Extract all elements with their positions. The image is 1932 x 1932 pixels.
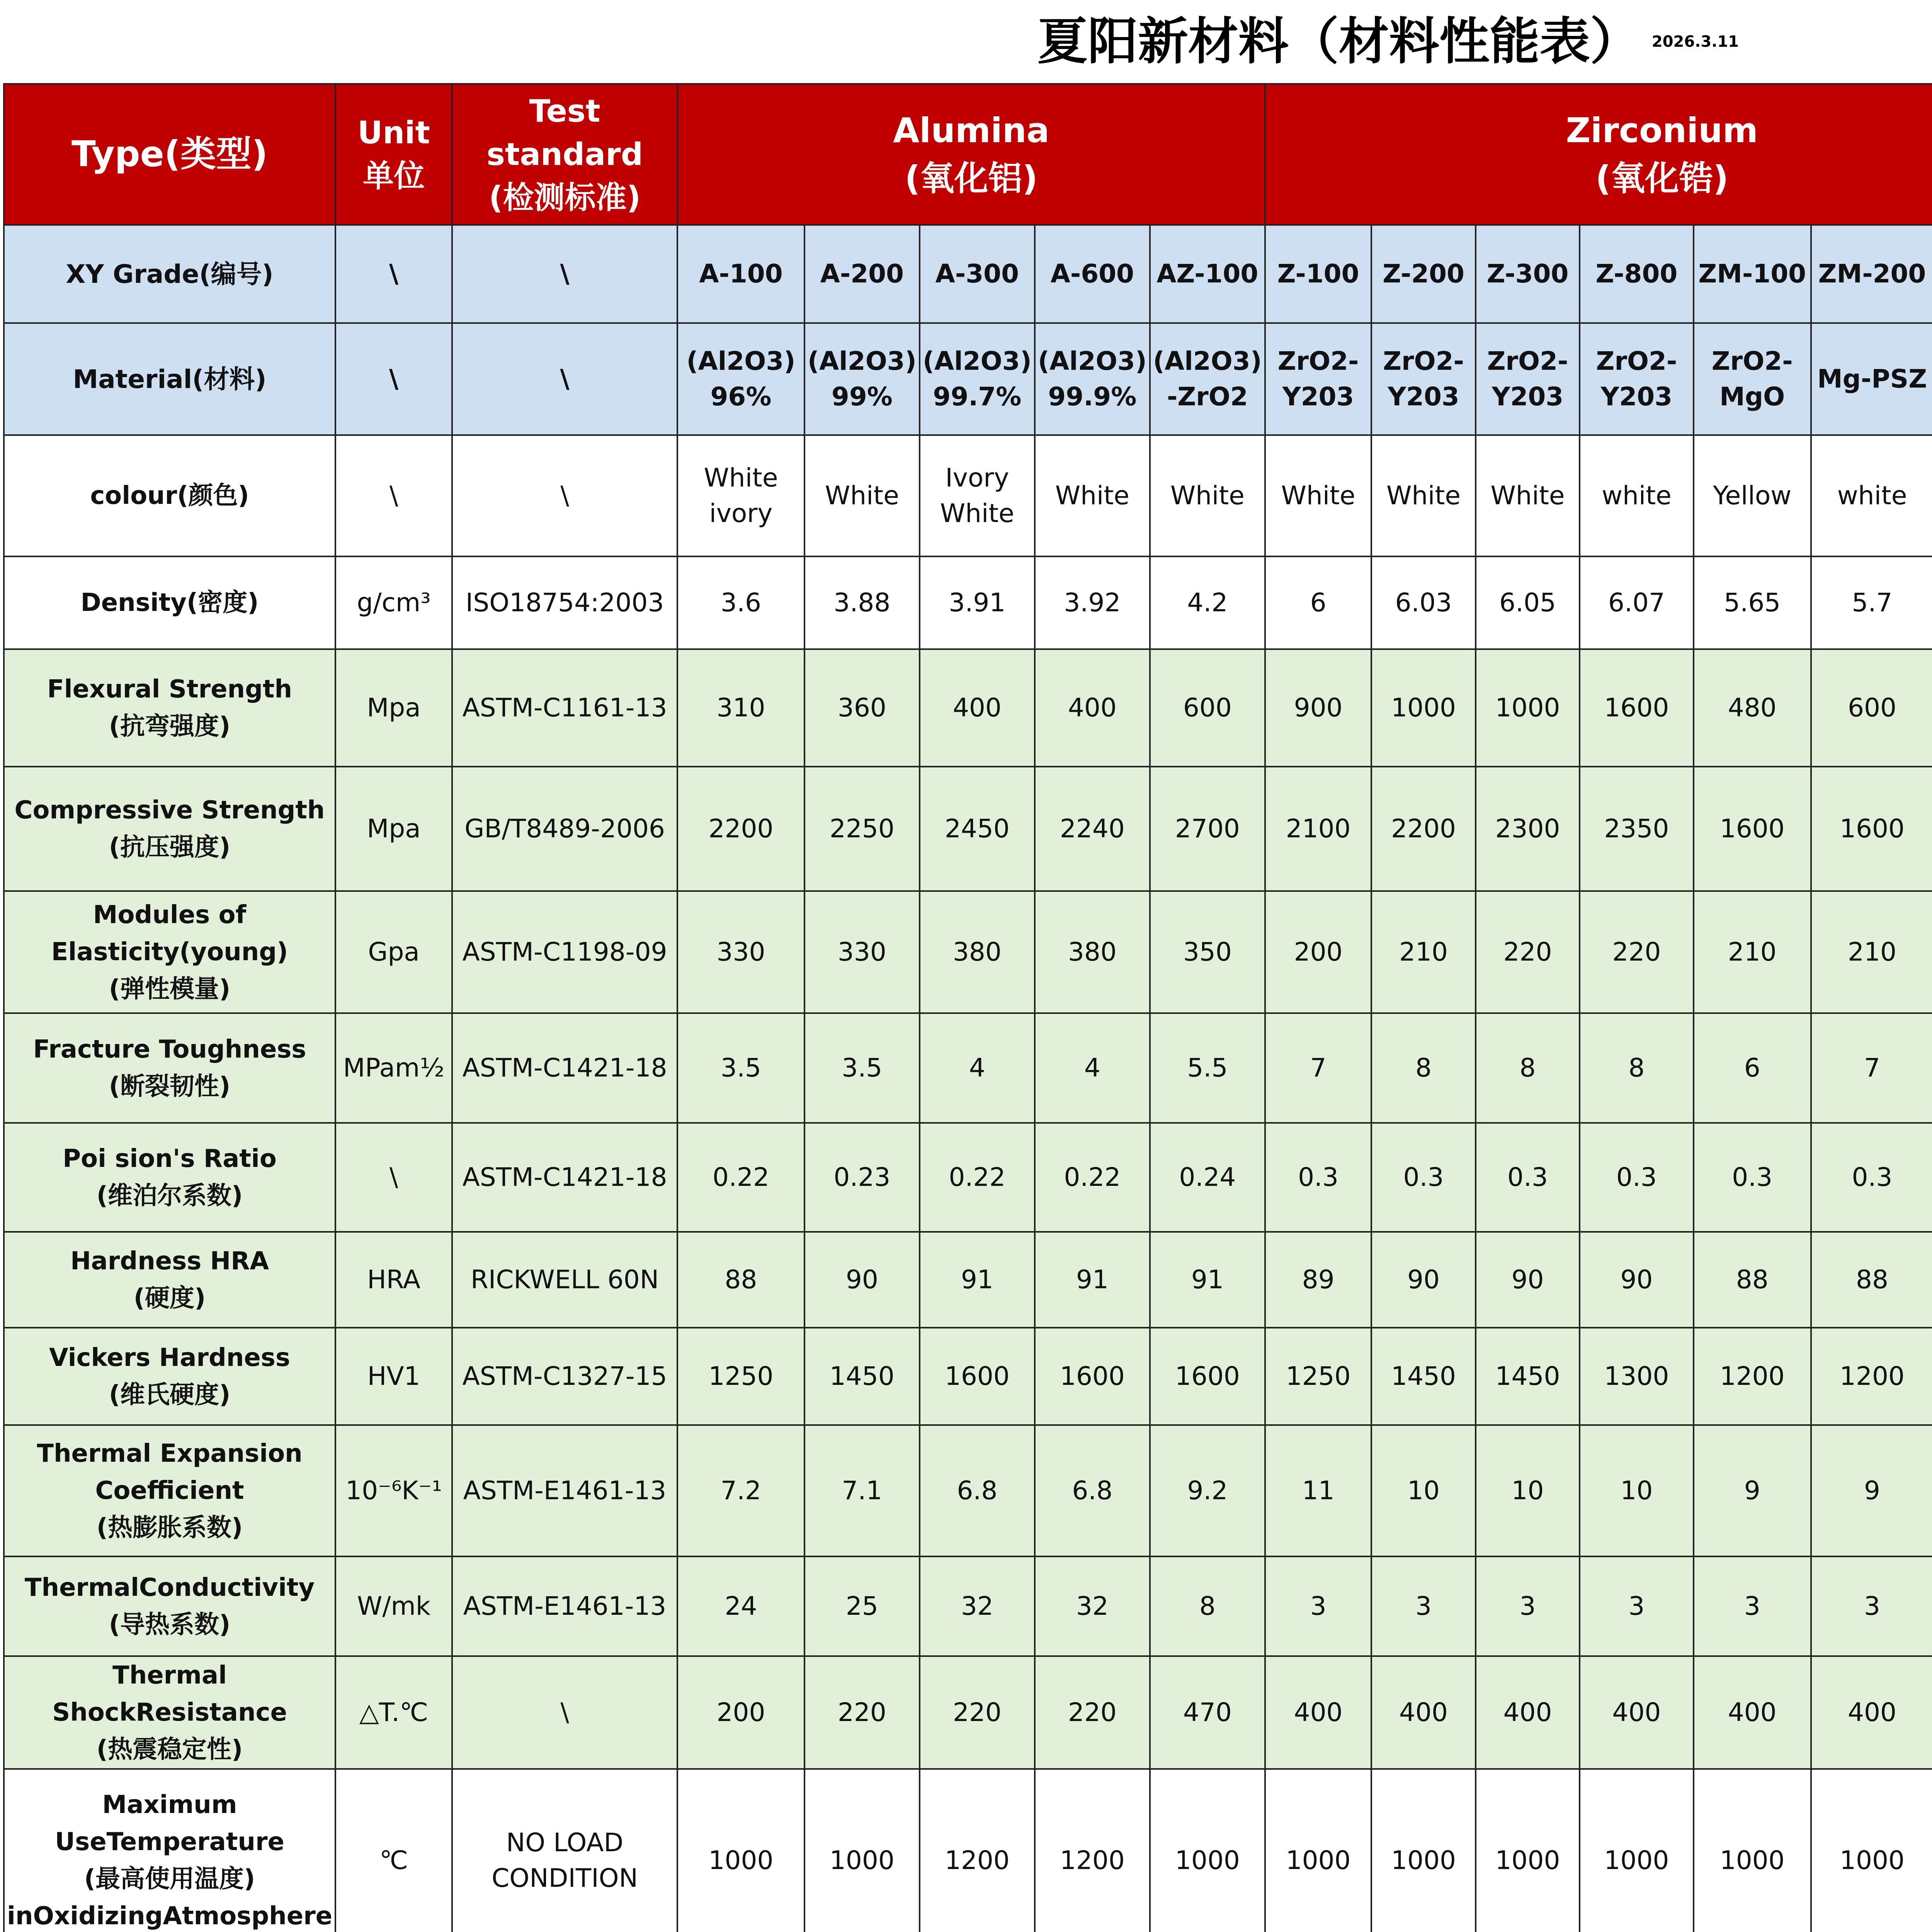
value-cell: 220 [1476, 891, 1580, 1013]
property-name [4, 323, 335, 435]
test-standard-cell: ASTM-C1327-15 [452, 1328, 677, 1425]
unit-cell: Mpa [335, 767, 452, 891]
value-cell: 4 [1035, 1013, 1150, 1123]
value-cell: white [1580, 435, 1693, 556]
value-cell: 200 [677, 1656, 804, 1769]
value-cell: 3.6 [677, 556, 804, 649]
unit-cell: \ [335, 323, 452, 435]
value-cell: 88 [677, 1232, 804, 1328]
value-cell: 2200 [1371, 767, 1475, 891]
table-row [4, 767, 1932, 891]
unit-cell: \ [335, 1123, 452, 1232]
property-name-line: (抗弯强度) [109, 712, 231, 741]
test-standard-cell: \ [452, 225, 677, 323]
property-name-line: Material(材料) [73, 364, 267, 394]
table-row [4, 1769, 1932, 1932]
title-date: 2026.3.11 [1651, 32, 1739, 51]
value-cell: (Al2O3) -ZrO2 [1150, 323, 1265, 435]
property-name-line: (导热系数) [109, 1611, 231, 1639]
value-cell: 0.3 [1694, 1123, 1811, 1232]
page-title: 夏阳新材料（材料性能表） [1037, 12, 1640, 71]
value-cell: 0.3 [1476, 1123, 1580, 1232]
value-cell: 380 [920, 891, 1035, 1013]
header-unit [335, 84, 452, 225]
value-cell: Yellow [1694, 435, 1811, 556]
test-standard-cell: \ [452, 1656, 677, 1769]
value-cell: 9.2 [1150, 1425, 1265, 1556]
value-cell: ZrO2- Y203 [1476, 323, 1580, 435]
value-cell: 4.2 [1150, 556, 1265, 649]
value-cell: 90 [1580, 1232, 1693, 1328]
value-cell: 90 [1371, 1232, 1475, 1328]
value-cell: 400 [1580, 1656, 1693, 1769]
property-name [4, 1013, 335, 1123]
unit-cell: ℃ [335, 1769, 452, 1932]
header-unit-cn: 单位 [363, 158, 425, 194]
value-cell: 1600 [1811, 767, 1932, 891]
property-name [4, 1656, 335, 1769]
value-cell: 0.22 [920, 1123, 1035, 1232]
table-row [4, 1556, 1932, 1656]
value-cell: 1000 [1265, 1769, 1371, 1932]
value-cell: 1000 [1811, 1769, 1932, 1932]
unit-cell: \ [335, 435, 452, 556]
value-cell: 1200 [1811, 1328, 1932, 1425]
property-name-line: Density(密度) [80, 588, 259, 617]
value-cell: 3 [1265, 1556, 1371, 1656]
value-cell: AZ-100 [1150, 225, 1265, 323]
table-row [4, 1328, 1932, 1425]
value-cell: 400 [1371, 1656, 1475, 1769]
test-standard-cell: ASTM-C1421-18 [452, 1013, 677, 1123]
value-cell: Z-200 [1371, 225, 1475, 323]
property-name-line: Poi sion's Ratio [63, 1145, 277, 1173]
value-cell: 1450 [1476, 1328, 1580, 1425]
value-cell: 400 [1265, 1656, 1371, 1769]
value-cell: 1300 [1580, 1328, 1693, 1425]
property-name-line: colour(颜色) [90, 481, 249, 510]
property-name [4, 1425, 335, 1556]
header-type: Type(类型) [4, 84, 335, 225]
value-cell: 0.3 [1265, 1123, 1371, 1232]
value-cell: 2700 [1150, 767, 1265, 891]
value-cell: White [804, 435, 920, 556]
value-cell: 91 [1035, 1232, 1150, 1328]
value-cell: 5.65 [1694, 556, 1811, 649]
table-row [4, 323, 1932, 435]
property-name-line: Elasticity(young) [51, 938, 288, 966]
value-cell: Z-300 [1476, 225, 1580, 323]
test-standard-cell: ISO18754:2003 [452, 556, 677, 649]
value-cell: 2300 [1476, 767, 1580, 891]
value-cell: 360 [804, 649, 920, 767]
header-test-cn: (检测标准) [489, 179, 641, 216]
value-cell: 1000 [1694, 1769, 1811, 1932]
material-properties-table [3, 83, 1932, 1932]
value-cell: 91 [920, 1232, 1035, 1328]
value-cell: 210 [1371, 891, 1475, 1013]
value-cell: 330 [677, 891, 804, 1013]
property-name-line: Modules of [93, 901, 247, 929]
value-cell: ZrO2- Y203 [1265, 323, 1371, 435]
value-cell: 2350 [1580, 767, 1693, 891]
property-name [4, 649, 335, 767]
value-cell: 9 [1811, 1425, 1932, 1556]
property-name-line: (热膨胀系数) [96, 1514, 243, 1542]
test-standard-cell: RICKWELL 60N [452, 1232, 677, 1328]
value-cell: 6 [1694, 1013, 1811, 1123]
table-row [4, 225, 1932, 323]
value-cell: 3 [1371, 1556, 1475, 1656]
test-standard-cell: ASTM-E1461-13 [452, 1425, 677, 1556]
value-cell: 1600 [1150, 1328, 1265, 1425]
test-standard-cell: NO LOAD CONDITION [452, 1769, 677, 1932]
value-cell: 4 [920, 1013, 1035, 1123]
header-row [4, 84, 1932, 225]
value-cell: 2100 [1265, 767, 1371, 891]
value-cell: 1200 [1694, 1328, 1811, 1425]
value-cell: 7 [1811, 1013, 1932, 1123]
value-cell: 220 [1580, 891, 1693, 1013]
value-cell: 1000 [677, 1769, 804, 1932]
property-name [4, 225, 335, 323]
value-cell: A-600 [1035, 225, 1150, 323]
header-unit-en: Unit [357, 114, 430, 151]
table-row [4, 891, 1932, 1013]
value-cell: Mg-PSZ [1811, 323, 1932, 435]
value-cell: 89 [1265, 1232, 1371, 1328]
property-name-line: Thermal [112, 1661, 227, 1690]
value-cell: 400 [1694, 1656, 1811, 1769]
unit-cell: Mpa [335, 649, 452, 767]
property-name-line: Compressive Strength [14, 796, 325, 825]
property-name [4, 891, 335, 1013]
value-cell: 380 [1035, 891, 1150, 1013]
value-cell: 8 [1371, 1013, 1475, 1123]
value-cell: A-100 [677, 225, 804, 323]
property-name-line: (断裂韧性) [109, 1072, 231, 1101]
value-cell: 1000 [804, 1769, 920, 1932]
value-cell: Ivory White [920, 435, 1035, 556]
value-cell: 2200 [677, 767, 804, 891]
value-cell: A-300 [920, 225, 1035, 323]
value-cell: 1600 [1035, 1328, 1150, 1425]
property-name-line: Hardness HRA [70, 1247, 269, 1276]
property-name-line: (热震稳定性) [96, 1735, 243, 1764]
unit-cell: HV1 [335, 1328, 452, 1425]
value-cell: 3.91 [920, 556, 1035, 649]
value-cell: 1000 [1476, 1769, 1580, 1932]
value-cell: 350 [1150, 891, 1265, 1013]
value-cell: 88 [1694, 1232, 1811, 1328]
value-cell: 600 [1150, 649, 1265, 767]
value-cell: 2240 [1035, 767, 1150, 891]
table-row [4, 649, 1932, 767]
value-cell: 6 [1265, 556, 1371, 649]
value-cell: 6.8 [1035, 1425, 1150, 1556]
property-name-line: (硬度) [133, 1284, 206, 1313]
property-name-line: XY Grade(编号) [66, 259, 274, 289]
header-test-en: Test standard [486, 93, 643, 172]
value-cell: 1450 [804, 1328, 920, 1425]
value-cell: 0.22 [1035, 1123, 1150, 1232]
value-cell: 91 [1150, 1232, 1265, 1328]
value-cell: White [1371, 435, 1475, 556]
value-cell: 5.7 [1811, 556, 1932, 649]
property-name-line: inOxidizingAtmosphere [7, 1902, 333, 1930]
table-row [4, 556, 1932, 649]
value-cell: 3 [1476, 1556, 1580, 1656]
table-row [4, 1013, 1932, 1123]
unit-cell: 10⁻⁶K⁻¹ [335, 1425, 452, 1556]
table-row [4, 1123, 1932, 1232]
property-name-line: (抗压强度) [109, 833, 231, 862]
value-cell: 330 [804, 891, 920, 1013]
unit-cell: Gpa [335, 891, 452, 1013]
value-cell: 7.1 [804, 1425, 920, 1556]
value-cell: 220 [1035, 1656, 1150, 1769]
value-cell: 1250 [677, 1328, 804, 1425]
property-name [4, 1328, 335, 1425]
value-cell: 11 [1265, 1425, 1371, 1556]
value-cell: 0.24 [1150, 1123, 1265, 1232]
value-cell: 3 [1811, 1556, 1932, 1656]
value-cell: 1000 [1371, 1769, 1475, 1932]
value-cell: 1450 [1371, 1328, 1475, 1425]
value-cell: White [1476, 435, 1580, 556]
value-cell: A-200 [804, 225, 920, 323]
value-cell: 400 [1035, 649, 1150, 767]
value-cell: 7 [1265, 1013, 1371, 1123]
value-cell: 210 [1694, 891, 1811, 1013]
value-cell: (Al2O3) 96% [677, 323, 804, 435]
property-name-line: (维泊尔系数) [96, 1182, 243, 1210]
value-cell: 3 [1694, 1556, 1811, 1656]
value-cell: 220 [804, 1656, 920, 1769]
test-standard-cell: \ [452, 323, 677, 435]
value-cell: 8 [1580, 1013, 1693, 1123]
header-test-standard [452, 84, 677, 225]
value-cell: 6.05 [1476, 556, 1580, 649]
property-name-line: Fracture Toughness [33, 1035, 306, 1064]
value-cell: ZrO2- Y203 [1580, 323, 1693, 435]
value-cell: 88 [1811, 1232, 1932, 1328]
property-name-line: (弹性模量) [109, 975, 231, 1003]
value-cell: (Al2O3) 99% [804, 323, 920, 435]
value-cell: 90 [1476, 1232, 1580, 1328]
value-cell: 0.22 [677, 1123, 804, 1232]
value-cell: 1600 [920, 1328, 1035, 1425]
value-cell: 32 [920, 1556, 1035, 1656]
value-cell: 1600 [1580, 649, 1693, 767]
value-cell: 10 [1580, 1425, 1693, 1556]
property-name-line: Coefficient [95, 1476, 244, 1505]
property-name [4, 1232, 335, 1328]
value-cell: 900 [1265, 649, 1371, 767]
value-cell: 470 [1150, 1656, 1265, 1769]
property-name-line: ThermalConductivity [24, 1573, 315, 1602]
property-name-line: UseTemperature [55, 1828, 284, 1856]
value-cell: 1250 [1265, 1328, 1371, 1425]
group-cn: (氧化锆) [1595, 158, 1729, 198]
value-cell: 0.3 [1371, 1123, 1475, 1232]
property-name-line: (维氏硬度) [109, 1381, 231, 1409]
value-cell: White ivory [677, 435, 804, 556]
value-cell: 200 [1265, 891, 1371, 1013]
value-cell: ZrO2- Y203 [1371, 323, 1475, 435]
group-cn: (氧化铝) [905, 158, 1038, 198]
value-cell: 480 [1694, 649, 1811, 767]
value-cell: 0.3 [1811, 1123, 1932, 1232]
value-cell: 3.88 [804, 556, 920, 649]
value-cell: 8 [1150, 1556, 1265, 1656]
value-cell: 3.5 [804, 1013, 920, 1123]
value-cell: 6.07 [1580, 556, 1693, 649]
value-cell: 3.92 [1035, 556, 1150, 649]
value-cell: White [1035, 435, 1150, 556]
property-name-line: Flexural Strength [47, 675, 293, 704]
test-standard-cell: GB/T8489-2006 [452, 767, 677, 891]
unit-cell: W/mk [335, 1556, 452, 1656]
header-group-zirconium [1265, 84, 1932, 225]
value-cell: 10 [1476, 1425, 1580, 1556]
property-name [4, 1556, 335, 1656]
test-standard-cell: ASTM-E1461-13 [452, 1556, 677, 1656]
property-name-line: (最高使用温度) [84, 1865, 255, 1893]
value-cell: Z-100 [1265, 225, 1371, 323]
title-bar [0, 0, 1932, 83]
value-cell: 32 [1035, 1556, 1150, 1656]
value-cell: 1200 [920, 1769, 1035, 1932]
property-name-line: Vickers Hardness [49, 1344, 290, 1372]
property-name-line: ShockResistance [52, 1698, 287, 1727]
test-standard-cell: \ [452, 435, 677, 556]
value-cell: ZM-100 [1694, 225, 1811, 323]
value-cell: ZM-200 [1811, 225, 1932, 323]
value-cell: 9 [1694, 1425, 1811, 1556]
value-cell: ZrO2- MgO [1694, 323, 1811, 435]
property-name [4, 556, 335, 649]
value-cell: (Al2O3) 99.7% [920, 323, 1035, 435]
value-cell: (Al2O3) 99.9% [1035, 323, 1150, 435]
property-name [4, 435, 335, 556]
value-cell: 0.23 [804, 1123, 920, 1232]
unit-cell: △T.℃ [335, 1656, 452, 1769]
property-name-line: Thermal Expansion [37, 1439, 303, 1468]
value-cell: 1000 [1476, 649, 1580, 767]
unit-cell: g/cm³ [335, 556, 452, 649]
value-cell: 6.8 [920, 1425, 1035, 1556]
value-cell: 210 [1811, 891, 1932, 1013]
test-standard-cell: ASTM-C1161-13 [452, 649, 677, 767]
value-cell: 5.5 [1150, 1013, 1265, 1123]
table-row [4, 1425, 1932, 1556]
value-cell: 7.2 [677, 1425, 804, 1556]
value-cell: 24 [677, 1556, 804, 1656]
property-name [4, 1769, 335, 1932]
value-cell: 400 [1476, 1656, 1580, 1769]
value-cell: 8 [1476, 1013, 1580, 1123]
unit-cell: HRA [335, 1232, 452, 1328]
value-cell: white [1811, 435, 1932, 556]
value-cell: 25 [804, 1556, 920, 1656]
value-cell: 2250 [804, 767, 920, 891]
value-cell: 400 [1811, 1656, 1932, 1769]
table-row [4, 1232, 1932, 1328]
property-name-line: Maximum [102, 1791, 237, 1819]
value-cell: 1000 [1371, 649, 1475, 767]
value-cell: 1600 [1694, 767, 1811, 891]
value-cell: 2450 [920, 767, 1035, 891]
unit-cell: \ [335, 225, 452, 323]
unit-cell: MPam½ [335, 1013, 452, 1123]
property-name [4, 1123, 335, 1232]
value-cell: 0.3 [1580, 1123, 1693, 1232]
value-cell: 1200 [1035, 1769, 1150, 1932]
value-cell: White [1150, 435, 1265, 556]
value-cell: 3 [1580, 1556, 1693, 1656]
value-cell: 1000 [1580, 1769, 1693, 1932]
value-cell: Z-800 [1580, 225, 1693, 323]
group-name: Alumina [893, 111, 1049, 151]
test-standard-cell: ASTM-C1198-09 [452, 891, 677, 1013]
header-group-alumina [677, 84, 1265, 225]
property-name [4, 767, 335, 891]
value-cell: 1000 [1150, 1769, 1265, 1932]
test-standard-cell: ASTM-C1421-18 [452, 1123, 677, 1232]
table-row [4, 435, 1932, 556]
group-name: Zirconium [1566, 111, 1758, 151]
value-cell: White [1265, 435, 1371, 556]
value-cell: 6.03 [1371, 556, 1475, 649]
value-cell: 90 [804, 1232, 920, 1328]
value-cell: 600 [1811, 649, 1932, 767]
value-cell: 10 [1371, 1425, 1475, 1556]
value-cell: 220 [920, 1656, 1035, 1769]
table-row [4, 1656, 1932, 1769]
value-cell: 400 [920, 649, 1035, 767]
value-cell: 310 [677, 649, 804, 767]
value-cell: 3.5 [677, 1013, 804, 1123]
